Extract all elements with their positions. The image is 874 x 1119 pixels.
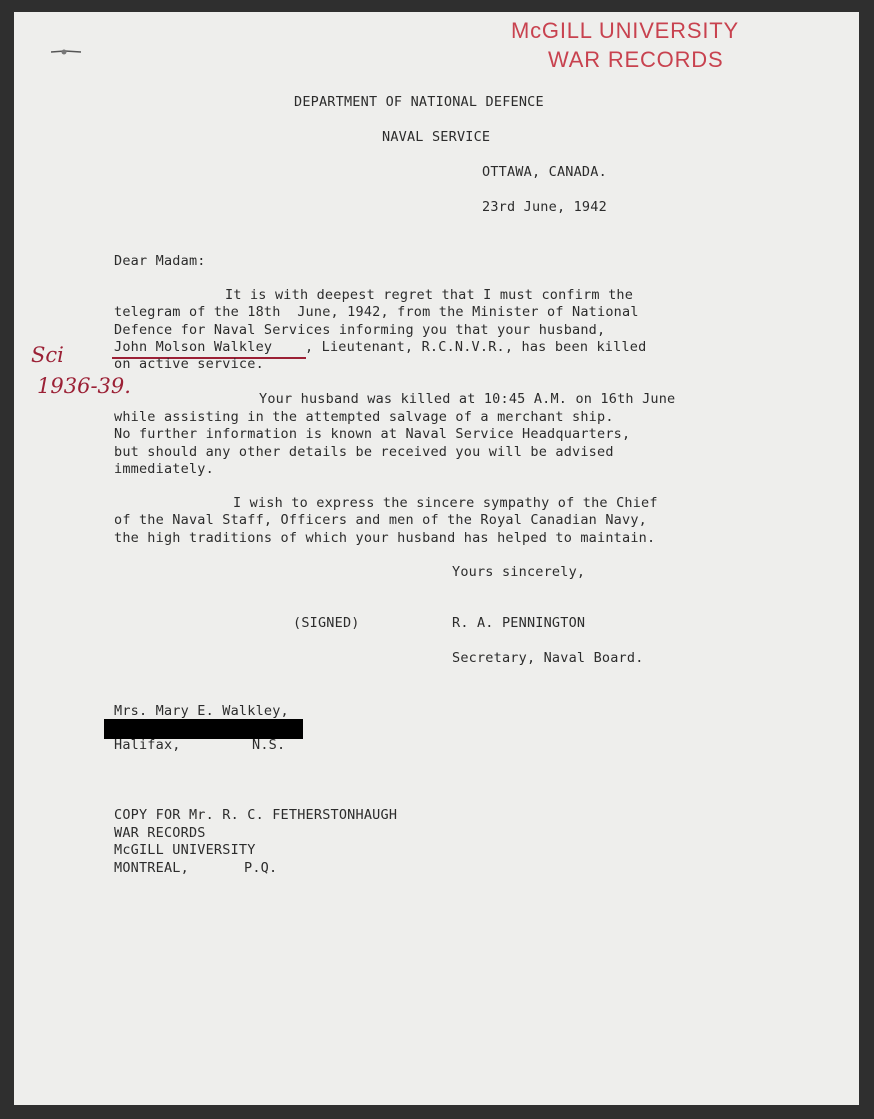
pin-mark [51, 49, 81, 55]
letter-page [14, 12, 859, 1105]
handwritten-annotation-faculty: Sci [31, 343, 64, 367]
addressee-name: Mrs. Mary E. Walkley, [114, 703, 289, 719]
body-line: Your husband was killed at 10:45 A.M. on 16th June [259, 391, 676, 407]
signed-marker: (SIGNED) [293, 615, 360, 631]
body-line: on active service. [114, 356, 264, 372]
copy-line-province: P.Q. [244, 860, 278, 876]
copy-line: WAR RECORDS [114, 825, 206, 841]
body-line: , Lieutenant, R.C.N.V.R., has been killed [305, 339, 647, 355]
redaction-bar [104, 719, 303, 739]
husband-name: John Molson Walkley [114, 339, 273, 355]
handwritten-annotation-years: 1936-39. [37, 374, 131, 398]
body-line: immediately. [114, 461, 214, 477]
body-line: the high traditions of which your husband has helped to maintain. [114, 530, 656, 546]
department-heading: DEPARTMENT OF NATIONAL DEFENCE [294, 94, 544, 110]
valediction: Yours sincerely, [452, 564, 586, 580]
letter-date: 23rd June, 1942 [482, 199, 607, 215]
body-line: It is with deepest regret that I must confirm the [225, 287, 634, 303]
stamp-line-war-records: WAR RECORDS [548, 47, 724, 72]
stamp-line-university: McGILL UNIVERSITY [511, 18, 739, 43]
copy-line: McGILL UNIVERSITY [114, 842, 256, 858]
copy-line: COPY FOR Mr. R. C. FETHERSTONHAUGH [114, 807, 398, 823]
signatory-name: R. A. PENNINGTON [452, 615, 586, 631]
place-line: OTTAWA, CANADA. [482, 164, 607, 180]
addressee-city: Halifax, [114, 737, 181, 753]
signatory-title: Secretary, Naval Board. [452, 650, 644, 666]
addressee-province: N.S. [252, 737, 286, 753]
body-line: telegram of the 18th June, 1942, from the Minister of National [114, 304, 639, 320]
body-line: Defence for Naval Services informing you that your husband, [114, 322, 606, 338]
service-heading: NAVAL SERVICE [382, 129, 491, 145]
body-line: of the Naval Staff, Officers and men of the Royal Canadian Navy, [114, 512, 647, 528]
body-line: while assisting in the attempted salvage of a merchant ship. [114, 409, 614, 425]
body-line: I wish to express the sincere sympathy of the Chief [233, 495, 658, 511]
body-line: but should any other details be received you will be advised [114, 444, 614, 460]
salutation: Dear Madam: [114, 253, 206, 269]
body-line: No further information is known at Naval Service Headquarters, [114, 426, 631, 442]
copy-line-city: MONTREAL, [114, 860, 189, 876]
